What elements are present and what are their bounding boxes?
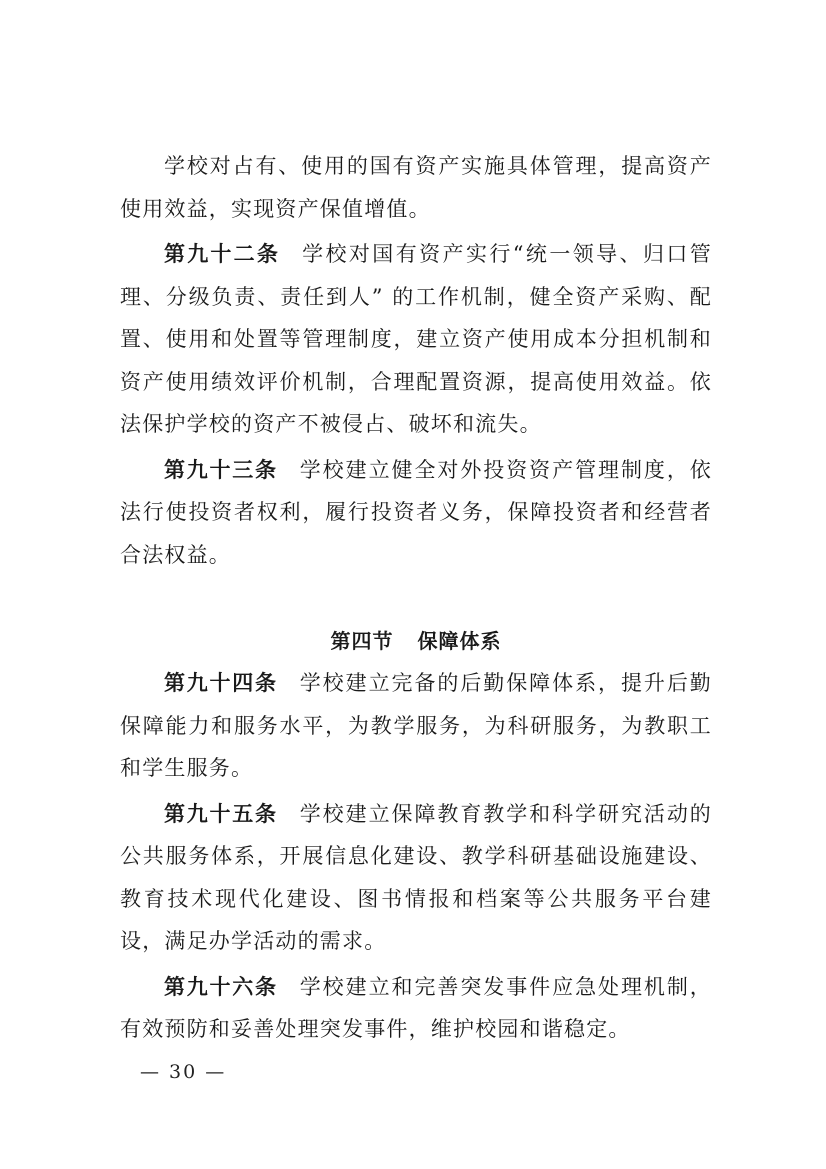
document-page (120, 145, 712, 1054)
article-96 (120, 966, 712, 1051)
section-number: 第四节 (330, 629, 394, 653)
article-92 (120, 233, 712, 446)
article-93 (120, 449, 712, 577)
article-number: 第九十三条 (164, 457, 278, 482)
paragraph-text: 学校对占有、使用的国有资产实施具体管理，提高资产使用效益，实现资产保值增值。 (120, 154, 712, 221)
article-94 (120, 662, 712, 790)
article-number: 第九十六条 (164, 974, 278, 999)
article-text: 学校建立保障教育教学和科学研究活动的公共服务体系，开展信息化建设、教学科研基础设施建设、教育技术现代化建设、图书情报和档案等公共服务平台建设，满足办学活动的需求。 (120, 801, 712, 953)
article-number: 第九十四条 (164, 671, 278, 695)
article-text: 学校建立完备的后勤保障体系，提升后勤保障能力和服务水平，为教学服务，为科研服务，为教职工和学生服务。 (120, 671, 712, 780)
page-number: — 30 — (140, 1061, 227, 1083)
section-heading (120, 620, 712, 662)
article-text: 学校建立和完善突发事件应急处理机制，有效预防和妥善处理突发事件，维护校园和谐稳定。 (120, 974, 712, 1041)
paragraph-continuation (120, 145, 712, 230)
article-95 (120, 793, 712, 963)
article-text: 学校对国有资产实行“统一领导、归口管理、分级负责、责任到人” 的工作机制，健全资产采购、配置、使用和处置等管理制度，建立资产使用成本分担机制和资产使用绩效评价机制，合理配置资源，提高使用效益。依法保护学校的资产不被侵占、破坏和流失。 (120, 242, 712, 436)
section-title: 保障体系 (417, 629, 502, 653)
article-number: 第九十五条 (164, 801, 278, 826)
article-text: 学校建立健全对外投资资产管理制度，依法行使投资者权利，履行投资者义务，保障投资者和经营者合法权益。 (120, 457, 712, 567)
article-number: 第九十二条 (164, 242, 281, 266)
